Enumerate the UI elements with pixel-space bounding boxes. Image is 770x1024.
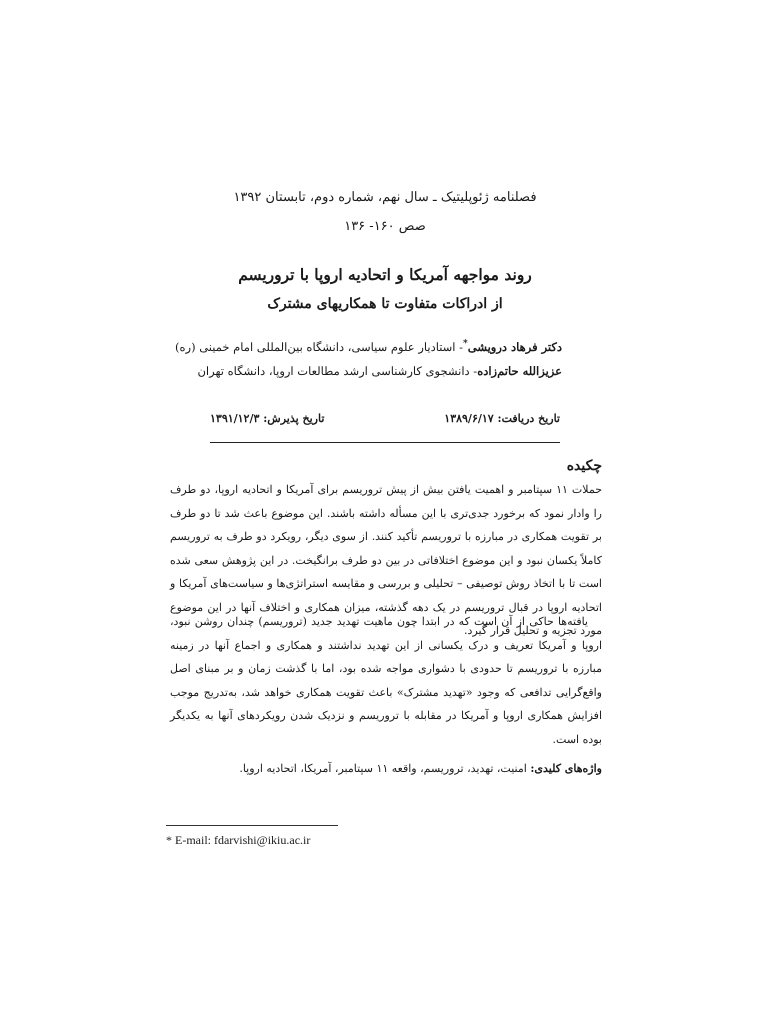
author-affiliation: - دانشجوی کارشناسی ارشد مطالعات اروپا، دانشگاه تهران <box>197 364 478 378</box>
abstract-paragraph-1: حملات ۱۱ سپتامبر و اهمیت یافتن بیش از پیش تروریسم برای آمریکا و اتحادیه اروپا، دو طرف را وادار نمود که برخورد جدی‌تری با این مسأله داشته باشند. این موضوع باعث شد تا دو طرف بر تقویت همکاری در مبارزه با تروریسم تأکید کنند. از سوی دیگر، رویکرد دو طرف به تروریسم کاملاً یکسان نبود و این موضوع اختلافاتی در بین دو طرف برانگیخت. در این پژوهش سعی شده است تا با اتخاذ روش توصیفی – تحلیلی و بررسی و مقایسه استراتژی‌ها و سیاست‌های آمریکا و اتحادیه اروپا در قبال تروریسم در یک دهه گذشته، میزان همکاری و اختلاف آنها در این موضوع مورد تجزیه و تحلیل قرار گیرد. <box>170 483 603 637</box>
received-date: تاریخ دریافت: ۱۳۸۹/۶/۱۷ <box>444 412 560 425</box>
author-name: عزیزالله حاتم‌زاده <box>477 364 562 378</box>
keywords-label: واژه‌های کلیدی: <box>530 762 602 775</box>
footnote-divider <box>166 825 338 826</box>
keywords <box>170 762 602 775</box>
accepted-date: تاریخ پذیرش: ۱۳۹۱/۱۲/۳ <box>210 412 325 425</box>
author-line-1 <box>142 340 562 354</box>
page-range: صص ۱۶۰- ۱۳۶ <box>344 219 426 234</box>
abstract-heading: چکیده <box>566 458 602 474</box>
keywords-list: امنیت، تهدید، تروریسم، واقعه ۱۱ سپتامبر، آمریکا، اتحادیه اروپا. <box>239 762 531 775</box>
journal-info: فصلنامه ژئوپلیتیک ـ سال نهم، شماره دوم، تابستان ۱۳۹۲ <box>233 190 537 205</box>
article-title: روند مواجهه آمریکا و اتحادیه اروپا با تروریسم <box>238 265 532 284</box>
author-footnote-mark: * <box>463 339 468 349</box>
article-subtitle: از ادراکات متفاوت تا همکاریهای مشترک <box>267 296 503 312</box>
article-dates <box>210 412 560 443</box>
footnote-email: * E-mail: fdarvishi@ikiu.ac.ir <box>166 833 311 847</box>
author-affiliation: - استادیار علوم سیاسی، دانشگاه بین‌المللی امام خمینی (ره) <box>175 340 464 354</box>
author-name: دکتر فرهاد درویشی <box>467 340 562 354</box>
abstract-paragraph-2: یافته‌ها حاکی از آن است که در ابتدا چون ماهیت تهدید جدید (تروریسم) چندان روشن نبود، اروپا و آمریکا تعریف و درک یکسانی از این تهدید نداشتند و همکاری و اجماع آنها در زمینه مبارزه با تروریسم تا حدودی با دشواری مواجه شده بود، اما با گذشت زمان و بر مبنای اصل واقع‌گرایی تدافعی که وجود «تهدید مشترک» باعث تقویت همکاری خواهد شد، به‌تدریج موجب افزایش همکاری اروپا و آمریکا در مقابله با تروریسم و نزدیک شدن رویکردهای آنها به یکدیگر بوده است. <box>170 615 603 746</box>
author-line-2 <box>142 364 562 378</box>
